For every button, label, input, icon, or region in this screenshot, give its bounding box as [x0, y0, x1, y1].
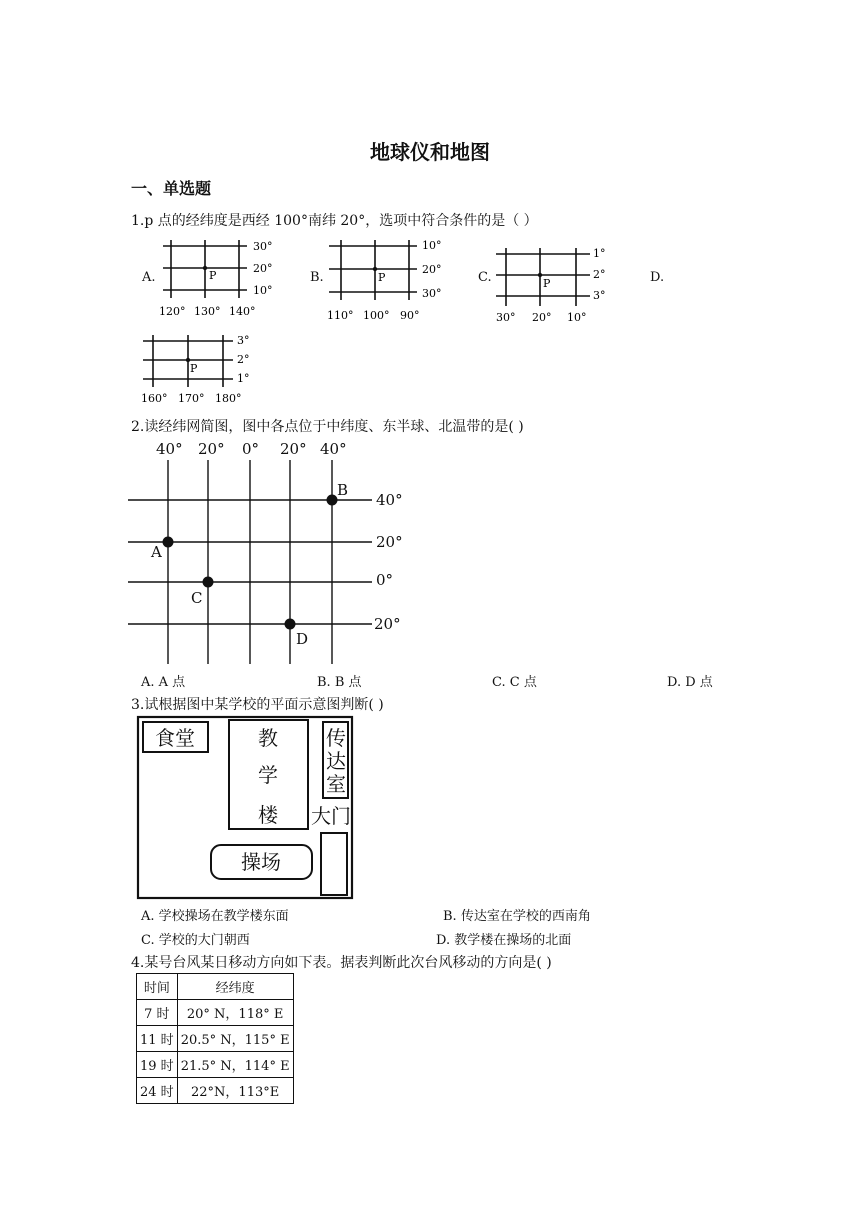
q1b-lat-label: 20°: [422, 263, 442, 276]
q2-right-label: 0°: [376, 571, 394, 589]
q1b-lon-label: 100°: [363, 309, 390, 322]
q1b-lat-label: 30°: [422, 287, 442, 300]
table-cell: 24 时: [137, 1078, 178, 1104]
q1d-lat-label: 3°: [237, 334, 250, 347]
q1c-lon-label: 30°: [496, 311, 516, 324]
q2-point-label: A: [151, 543, 162, 561]
q1d-lon-label: 170°: [178, 392, 205, 405]
q1d-point-label: P: [190, 362, 198, 375]
q1b-lat-label: 10°: [422, 239, 442, 252]
q1c-lat-label: 1°: [593, 247, 606, 260]
q4-typhoon-table: [136, 973, 294, 1104]
q1a-lon-label: 130°: [194, 305, 221, 318]
q1-option-c-label[interactable]: C.: [478, 270, 492, 285]
q3-canteen-label: 食堂: [155, 726, 195, 750]
question-4-stem: 4.某号台风某日移动方向如下表。据表判断此次台风移动的方向是( ): [131, 955, 552, 971]
q3-option-b[interactable]: B. 传达室在学校的西南角: [443, 909, 591, 924]
q3-guard-char: 传: [326, 726, 346, 750]
q2-point-label: C: [191, 589, 203, 607]
q2-graticule-figure: [128, 436, 418, 668]
q2-option-d[interactable]: D. D 点: [667, 675, 713, 690]
q1c-lon-label: 20°: [532, 311, 552, 324]
q1-figure-c: [492, 242, 622, 328]
q2-point-label: B: [337, 481, 349, 499]
q1a-point-label: P: [209, 269, 217, 282]
q2-top-label: 0°: [242, 440, 260, 458]
q1c-lat-label: 2°: [593, 268, 606, 281]
table-header-cell: 经纬度: [177, 974, 293, 1000]
q3-guard-char: 室: [326, 772, 346, 796]
q1a-lon-label: 140°: [229, 305, 256, 318]
table-cell: 22°N，113°E: [177, 1078, 293, 1104]
q1d-lon-label: 160°: [141, 392, 168, 405]
q1-figure-b: [323, 236, 463, 324]
q2-right-label: 40°: [376, 491, 403, 509]
table-cell: 20.5° N，115° E: [177, 1026, 293, 1052]
q3-school-map: [136, 715, 356, 901]
q2-right-label: 20°: [374, 615, 401, 633]
q3-teaching-char: 学: [258, 763, 278, 787]
q2-right-label: 20°: [376, 533, 403, 551]
q3-gate-label: 大门: [311, 804, 351, 828]
q1-option-d-label[interactable]: D.: [650, 270, 665, 285]
q1-option-b-label[interactable]: B.: [310, 270, 324, 285]
q2-option-a[interactable]: A. A 点: [141, 675, 186, 690]
table-header-cell: 时间: [137, 974, 178, 1000]
q1-option-a-label[interactable]: A.: [142, 270, 156, 285]
q1-figure-d: [139, 332, 269, 408]
q1d-lon-label: 180°: [215, 392, 242, 405]
table-row: [137, 1000, 294, 1026]
table-cell: 21.5° N，114° E: [177, 1052, 293, 1078]
q3-field-label: 操场: [241, 850, 281, 874]
table-cell: 20° N，118° E: [177, 1000, 293, 1026]
q2-top-label: 40°: [320, 440, 347, 458]
section-heading: 一、单选题: [131, 179, 212, 198]
q1-figure-a: [155, 236, 295, 320]
q2-top-label: 20°: [280, 440, 307, 458]
q1d-lat-label: 1°: [237, 372, 250, 385]
table-cell: 19 时: [137, 1052, 178, 1078]
q2-option-c[interactable]: C. C 点: [492, 675, 537, 690]
q2-top-label: 40°: [156, 440, 183, 458]
table-cell: 11 时: [137, 1026, 178, 1052]
q1a-lat-label: 10°: [253, 284, 273, 297]
q2-top-label: 20°: [198, 440, 225, 458]
q2-point-label: D: [296, 630, 309, 648]
question-1-stem: 1.p 点的经纬度是西经 100°南纬 20°，选项中符合条件的是（ ）: [131, 213, 538, 229]
q1b-point-label: P: [378, 271, 386, 284]
q3-teaching-char: 楼: [258, 803, 278, 827]
table-cell: 7 时: [137, 1000, 178, 1026]
q1b-lon-label: 90°: [400, 309, 420, 322]
q1a-lat-label: 30°: [253, 240, 273, 253]
question-3-stem: 3.试根据图中某学校的平面示意图判断( ): [131, 697, 384, 713]
q3-teaching-char: 教: [258, 726, 278, 750]
q3-option-a[interactable]: A. 学校操场在教学楼东面: [141, 909, 289, 924]
q1a-lon-label: 120°: [159, 305, 186, 318]
table-row: [137, 1052, 294, 1078]
page-title: 地球仪和地图: [370, 140, 490, 164]
table-row: [137, 1026, 294, 1052]
table-row: [137, 1078, 294, 1104]
question-2-stem: 2.读经纬网简图，图中各点位于中纬度、东半球、北温带的是( ): [131, 419, 524, 435]
q2-option-b[interactable]: B. B 点: [317, 675, 362, 690]
q1b-lon-label: 110°: [327, 309, 354, 322]
q1c-lon-label: 10°: [567, 311, 587, 324]
q1d-lat-label: 2°: [237, 353, 250, 366]
q3-option-d[interactable]: D. 教学楼在操场的北面: [436, 933, 572, 948]
q1a-lat-label: 20°: [253, 262, 273, 275]
q1c-lat-label: 3°: [593, 289, 606, 302]
q1c-point-label: P: [543, 277, 551, 290]
q3-guard-char: 达: [326, 749, 346, 773]
table-header-row: [137, 974, 294, 1000]
q3-option-c[interactable]: C. 学校的大门朝西: [141, 933, 250, 948]
